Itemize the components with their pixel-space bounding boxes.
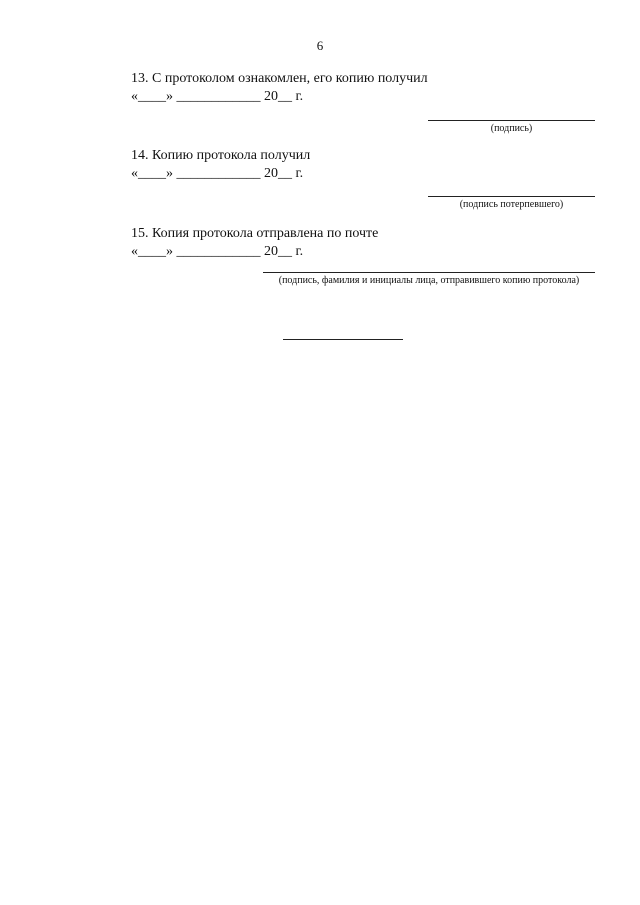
section-13-signature — [428, 120, 595, 134]
section-13-title: 13. С протоколом ознакомлен, его копию получил — [131, 71, 428, 86]
section-13-date-field: «____» ____________ 20__ г. — [131, 89, 304, 104]
section-15 — [131, 225, 378, 261]
section-15-signature — [263, 272, 595, 286]
signature-caption: (подпись потерпевшего) — [459, 199, 564, 210]
section-14 — [131, 147, 310, 183]
signature-line — [428, 120, 595, 121]
section-14-date-field: «____» ____________ 20__ г. — [131, 166, 304, 181]
signature-caption: (подпись) — [490, 123, 533, 134]
page-number: 6 — [316, 38, 324, 53]
section-13 — [131, 70, 428, 106]
section-14-signature — [428, 196, 595, 210]
end-of-document-rule — [283, 339, 403, 340]
signature-caption: (подпись, фамилия и инициалы лица, отправившего копию протокола) — [278, 275, 580, 286]
signature-line — [428, 196, 595, 197]
signature-line — [263, 272, 595, 273]
section-15-title: 15. Копия протокола отправлена по почте — [131, 226, 379, 241]
section-14-title: 14. Копию протокола получил — [131, 148, 311, 163]
section-15-date-field: «____» ____________ 20__ г. — [131, 244, 304, 259]
